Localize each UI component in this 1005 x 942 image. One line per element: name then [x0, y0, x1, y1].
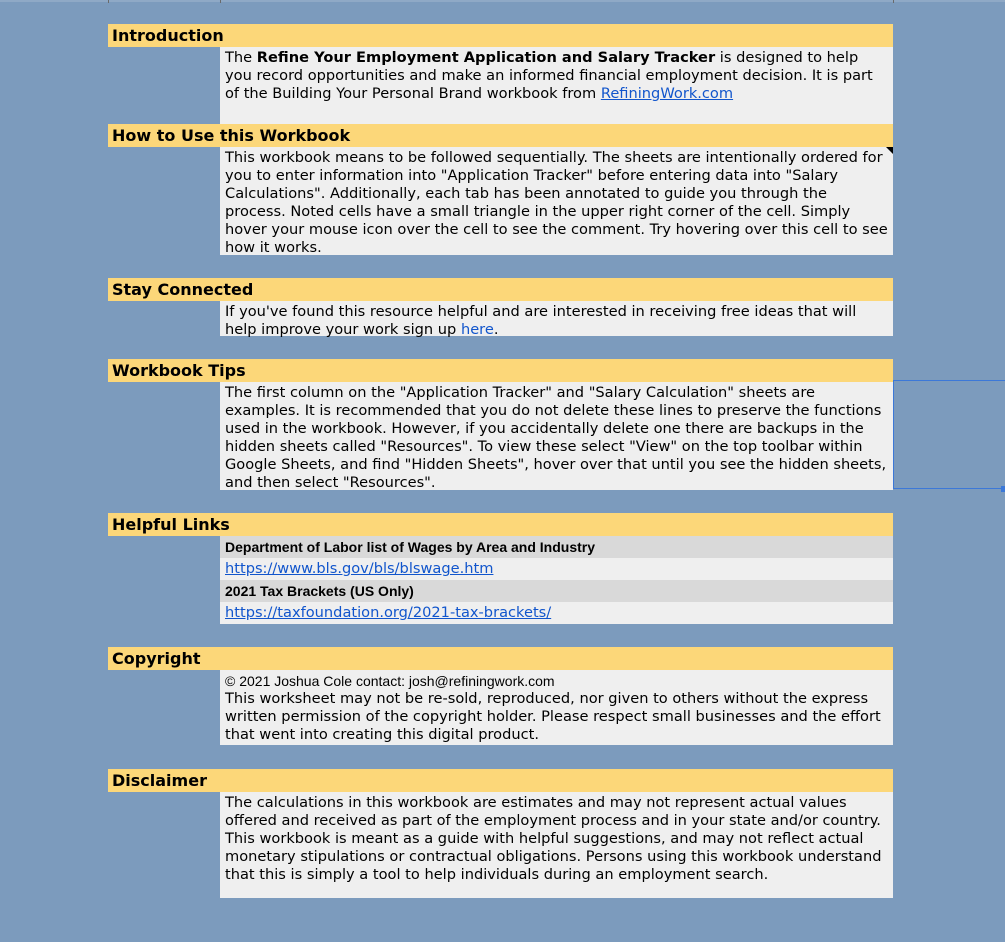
tax-brackets-label[interactable]: 2021 Tax Brackets (US Only) — [220, 580, 893, 602]
fill-handle[interactable] — [1001, 486, 1005, 492]
how-to-use-header[interactable]: How to Use this Workbook — [108, 124, 893, 147]
introduction-section — [108, 24, 893, 125]
copyright-contact: © 2021 Joshua Cole contact: josh@refiningwork.com — [225, 673, 555, 689]
how-to-use-section — [108, 124, 893, 255]
stay-connected-section — [108, 278, 893, 336]
disclaimer-header[interactable]: Disclaimer — [108, 769, 893, 792]
cell-selection-box[interactable] — [893, 380, 1005, 489]
signup-here-link[interactable]: here — [460, 321, 494, 338]
column-divider — [893, 0, 894, 3]
column-divider — [220, 0, 221, 3]
workbook-tips-header[interactable]: Workbook Tips — [108, 359, 893, 382]
disclaimer-body[interactable] — [220, 792, 893, 898]
copyright-text: This worksheet may not be re-sold, reproduced, nor given to others without the express written permission of the copyright holder. Please respect small businesses and the effort that went into creating this digital product. — [225, 690, 881, 743]
introduction-body[interactable] — [220, 47, 893, 125]
helpful-links-header[interactable]: Helpful Links — [108, 513, 893, 536]
copyright-section — [108, 647, 893, 745]
refiningwork-link[interactable]: RefiningWork.com — [600, 85, 734, 102]
disclaimer-section — [108, 769, 893, 898]
helpful-links-list — [220, 536, 893, 624]
stay-connected-text: If you've found this resource helpful and are interested in receiving free ideas that will help improve your work sign up — [225, 303, 857, 338]
bls-wage-link[interactable]: https://www.bls.gov/bls/blswage.htm — [225, 560, 494, 577]
copyright-body[interactable] — [220, 670, 893, 745]
dol-wages-row — [220, 558, 893, 580]
how-to-use-body[interactable] — [220, 147, 893, 255]
period: . — [493, 321, 499, 338]
dol-wages-label[interactable]: Department of Labor list of Wages by Area and Industry — [220, 536, 893, 558]
note-triangle-icon[interactable] — [886, 147, 893, 154]
tax-foundation-link[interactable]: https://taxfoundation.org/2021-tax-brackets/ — [225, 604, 552, 621]
top-gridline — [0, 0, 1005, 2]
copyright-header[interactable]: Copyright — [108, 647, 893, 670]
stay-connected-header[interactable]: Stay Connected — [108, 278, 893, 301]
helpful-links-section — [108, 513, 893, 624]
how-to-use-text: This workbook means to be followed sequentially. The sheets are intentionally ordered for you to enter information into "Application Tracker" before entering data into "Salary Calculations". Additionally, each tab has been annotated to guide you through the process. Noted cells have a small triangle in the upper right corner of the cell. Simply hover your mouse icon over the cell to see the comment. Try hovering over this cell to see how it works. — [225, 149, 888, 256]
tax-brackets-row — [220, 602, 893, 624]
disclaimer-text: The calculations in this workbook are estimates and may not represent actual values offered and received as part of the employment process and in your state and/or country. This workbook is meant as a guide with helpful suggestions, and may not reflect actual monetary stipulations or contractual obligations. Persons using this workbook understand that this is simply a tool to help individuals during an employment search. — [225, 794, 882, 883]
intro-text: The — [225, 49, 257, 66]
workbook-tips-body[interactable] — [220, 382, 893, 490]
intro-text: is designed to help you record opportunities and make an informed financial employment decision. It is part of the Building Your Personal Brand workbook from — [225, 49, 873, 102]
workbook-tips-text: The first column on the "Application Tracker" and "Salary Calculation" sheets are examples. It is recommended that you do not delete these lines to preserve the functions used in the workbook. However, if you accidentally delete one there are backups in the hidden sheets called "Resources". To view these select "View" on the top toolbar within Google Sheets, and find "Hidden Sheets", hover over that until you see the hidden sheets, and then select "Resources". — [225, 384, 887, 491]
introduction-header[interactable]: Introduction — [108, 24, 893, 47]
column-divider — [108, 0, 109, 3]
intro-bold-title: Refine Your Employment Application and Salary Tracker — [256, 49, 716, 66]
workbook-tips-section — [108, 359, 893, 490]
stay-connected-body[interactable] — [220, 301, 893, 336]
